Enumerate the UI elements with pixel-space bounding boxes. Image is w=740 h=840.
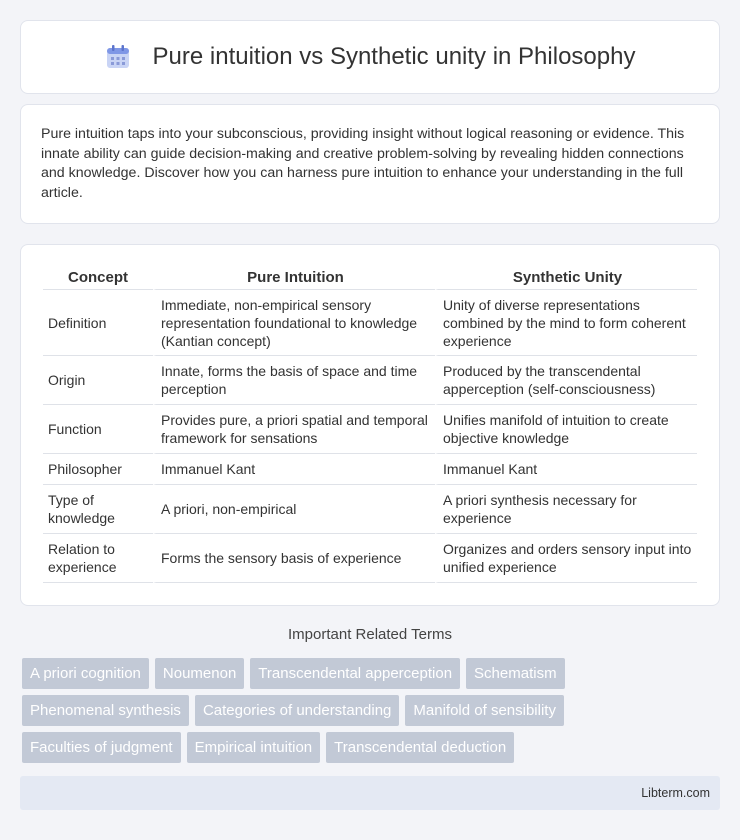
footer-link[interactable]: Libterm.com (641, 786, 710, 800)
row-label: Relation to experience (43, 534, 153, 583)
table-cell: Unity of diverse representations combined by the mind to form coherent experience (435, 290, 697, 356)
intro-text: Pure intuition taps into your subconscious, providing insight without logical reasoning or evidence. This innate ability can guide decision-making and creative problem-solving by revealing hidden connections and knowledge. Discover how you can harness pure intuition to enhance your understanding in the full article. (41, 126, 685, 201)
table-cell: A priori, non-empirical (153, 485, 435, 534)
page-title: Pure intuition vs Synthetic unity in Philosophy (152, 43, 636, 70)
table-cell: Immediate, non-empirical sensory representation foundational to knowledge (Kantian concept) (153, 290, 435, 356)
related-terms-list (22, 658, 722, 769)
table-row (43, 454, 697, 485)
related-term-tag[interactable]: A priori cognition (22, 658, 149, 689)
table-row (43, 534, 697, 583)
related-terms-title: Important Related Terms (288, 626, 452, 643)
related-term-tag[interactable]: Noumenon (155, 658, 244, 689)
table-row (43, 290, 697, 356)
table-cell: Innate, forms the basis of space and time perception (153, 356, 435, 405)
table-row (43, 485, 697, 534)
table-cell: A priori synthesis necessary for experience (435, 485, 697, 534)
related-term-tag[interactable]: Schematism (466, 658, 565, 689)
row-label: Definition (43, 290, 153, 356)
row-label: Function (43, 405, 153, 454)
intro-card (20, 104, 720, 224)
row-label: Origin (43, 356, 153, 405)
header-card (20, 20, 720, 94)
table-cell: Produced by the transcendental apperception (self-consciousness) (435, 356, 697, 405)
related-term-tag[interactable]: Phenomenal synthesis (22, 695, 189, 726)
table-cell: Organizes and orders sensory input into unified experience (435, 534, 697, 583)
table-cell: Immanuel Kant (153, 454, 435, 485)
related-term-tag[interactable]: Transcendental apperception (250, 658, 460, 689)
related-term-tag[interactable]: Categories of understanding (195, 695, 399, 726)
table-cell: Provides pure, a priori spatial and temporal framework for sensations (153, 405, 435, 454)
comparison-table (43, 265, 697, 583)
column-header: Synthetic Unity (435, 265, 697, 290)
related-term-tag[interactable]: Empirical intuition (187, 732, 321, 763)
table-cell: Unifies manifold of intuition to create objective knowledge (435, 405, 697, 454)
footer (20, 776, 720, 810)
comparison-card (20, 244, 720, 606)
calendar-icon (105, 44, 131, 70)
related-term-tag[interactable]: Transcendental deduction (326, 732, 514, 763)
table-header-row (43, 265, 697, 290)
column-header: Pure Intuition (153, 265, 435, 290)
table-cell: Immanuel Kant (435, 454, 697, 485)
table-row (43, 405, 697, 454)
table-cell: Forms the sensory basis of experience (153, 534, 435, 583)
row-label: Type of knowledge (43, 485, 153, 534)
row-label: Philosopher (43, 454, 153, 485)
related-term-tag[interactable]: Manifold of sensibility (405, 695, 564, 726)
column-header: Concept (43, 265, 153, 290)
related-term-tag[interactable]: Faculties of judgment (22, 732, 181, 763)
table-row (43, 356, 697, 405)
